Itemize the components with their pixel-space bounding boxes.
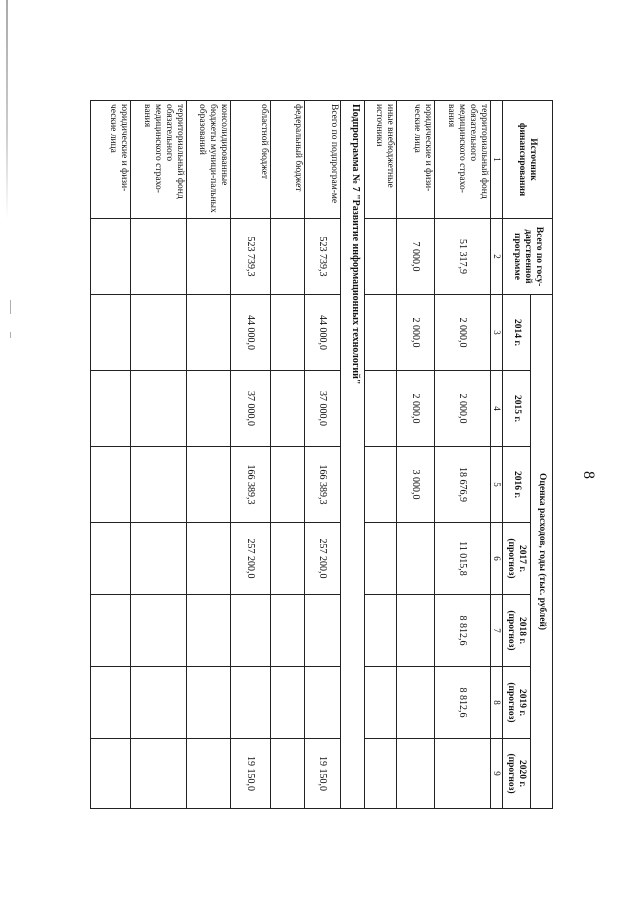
table-cell: 51 317,9 — [435, 219, 491, 295]
column-index: 5 — [491, 447, 503, 523]
table-cell — [131, 295, 187, 371]
table-cell — [187, 595, 231, 667]
table-cell — [365, 295, 397, 371]
header-year: 2017 г. (прогноз) — [503, 523, 531, 595]
rotated-table-wrapper — [91, 100, 553, 808]
table-cell — [91, 371, 131, 447]
table-cell — [187, 219, 231, 295]
table-cell — [131, 219, 187, 295]
table-cell: 8 812,6 — [435, 595, 491, 667]
table-cell — [187, 295, 231, 371]
table-row — [397, 101, 435, 809]
table-row — [187, 101, 231, 809]
scan-dash-mark — [10, 300, 11, 314]
table-cell — [365, 219, 397, 295]
column-index-row — [491, 101, 503, 809]
table-cell — [187, 739, 231, 809]
header-year: 2020 г. (прогноз) — [503, 739, 531, 809]
table-cell: 37 000,0 — [231, 371, 271, 447]
table-cell — [91, 447, 131, 523]
table-cell — [397, 667, 435, 739]
table-cell — [131, 739, 187, 809]
table-cell: 11 015,8 — [435, 523, 491, 595]
table-cell: 257 200,0 — [231, 523, 271, 595]
page-number: 8 — [580, 471, 597, 479]
table-row — [271, 101, 305, 809]
column-index: 7 — [491, 595, 503, 667]
row-source-label: территориальный фонд обязательного медицинского страхо-вания — [435, 101, 491, 219]
table-cell — [365, 739, 397, 809]
table-cell: 18 676,9 — [435, 447, 491, 523]
header-estimate: Оценка расходов, годы (тыс. рублей) — [531, 295, 553, 809]
table-cell — [91, 739, 131, 809]
table-cell: 44 000,0 — [231, 295, 271, 371]
table-cell — [305, 595, 341, 667]
header-total: Всего по госу-дарственной программе — [503, 219, 553, 295]
row-source-label: иные внебюджетные источники — [365, 101, 397, 219]
table-cell — [131, 667, 187, 739]
table-cell — [91, 523, 131, 595]
row-source-label: юридические и физи-ческие лица — [91, 101, 131, 219]
column-index: 9 — [491, 739, 503, 809]
table-cell — [271, 295, 305, 371]
table-cell — [271, 595, 305, 667]
header-year: 2014 г. — [503, 295, 531, 371]
table-cell — [131, 523, 187, 595]
table-cell — [187, 371, 231, 447]
table-cell — [271, 523, 305, 595]
table-cell: 2 000,0 — [397, 295, 435, 371]
scan-edge-mark — [6, 0, 8, 220]
table-cell — [131, 595, 187, 667]
table-row — [91, 101, 131, 809]
header-source: Источник финансирования — [503, 101, 553, 219]
table-cell — [365, 523, 397, 595]
table-cell: 44 000,0 — [305, 295, 341, 371]
column-index: 2 — [491, 219, 503, 295]
subprogram-row — [341, 101, 365, 809]
column-index: 3 — [491, 295, 503, 371]
table-cell: 2 000,0 — [397, 371, 435, 447]
table-cell — [131, 371, 187, 447]
table-cell: 2 000,0 — [435, 295, 491, 371]
table-cell — [305, 667, 341, 739]
table-cell — [397, 739, 435, 809]
row-source-label: федеральный бюджет — [271, 101, 305, 219]
table-cell: 19 150,0 — [231, 739, 271, 809]
table-cell: 37 000,0 — [305, 371, 341, 447]
column-index: 6 — [491, 523, 503, 595]
table-cell — [271, 371, 305, 447]
row-source-label: консолидированные бюджеты муници-пальных образований — [187, 101, 231, 219]
table-row — [131, 101, 187, 809]
table-cell — [131, 447, 187, 523]
table-cell — [397, 595, 435, 667]
table-cell — [231, 667, 271, 739]
table-cell — [187, 447, 231, 523]
row-source-label: юридические и физи-ческие лица — [397, 101, 435, 219]
table-cell: 8 812,6 — [435, 667, 491, 739]
table-cell: 523 739,3 — [305, 219, 341, 295]
table-row — [231, 101, 271, 809]
table-cell — [365, 667, 397, 739]
table-cell: 166 389,3 — [305, 447, 341, 523]
table-cell — [187, 523, 231, 595]
header-year: 2018 г. (прогноз) — [503, 595, 531, 667]
table-row — [435, 101, 491, 809]
table-cell — [271, 667, 305, 739]
table-cell — [231, 595, 271, 667]
table-cell — [365, 447, 397, 523]
header-year: 2016 г. — [503, 447, 531, 523]
table-cell — [187, 667, 231, 739]
table-cell — [91, 295, 131, 371]
header-year: 2019 г. (прогноз) — [503, 667, 531, 739]
table-cell: 19 150,0 — [305, 739, 341, 809]
column-index: 4 — [491, 371, 503, 447]
table-cell — [91, 219, 131, 295]
table-cell — [397, 523, 435, 595]
row-source-label: территориальный фонд обязательного медицинского страхо-вания — [131, 101, 187, 219]
table-cell — [271, 219, 305, 295]
table-row — [365, 101, 397, 809]
table-cell — [435, 739, 491, 809]
table-cell: 7 000,0 — [397, 219, 435, 295]
table-cell — [271, 739, 305, 809]
header-year: 2015 г. — [503, 371, 531, 447]
table-cell: 257 200,0 — [305, 523, 341, 595]
financing-table — [90, 100, 553, 809]
table-cell: 3 000,0 — [397, 447, 435, 523]
table-cell: 166 389,3 — [231, 447, 271, 523]
table-cell — [91, 667, 131, 739]
row-source-label: Всего по подпрограм-ме — [305, 101, 341, 219]
subprogram-title: Подпрограмма № 7 "Развитие информационных технологий" — [341, 101, 365, 809]
table-cell — [365, 595, 397, 667]
table-cell — [365, 371, 397, 447]
table-row — [305, 101, 341, 809]
table-cell: 2 000,0 — [435, 371, 491, 447]
scan-dash-mark — [10, 332, 11, 338]
column-index: 1 — [491, 101, 503, 219]
row-source-label: областной бюджет — [231, 101, 271, 219]
table-cell — [91, 595, 131, 667]
table-cell: 523 739,3 — [231, 219, 271, 295]
table-cell — [271, 447, 305, 523]
column-index: 8 — [491, 667, 503, 739]
